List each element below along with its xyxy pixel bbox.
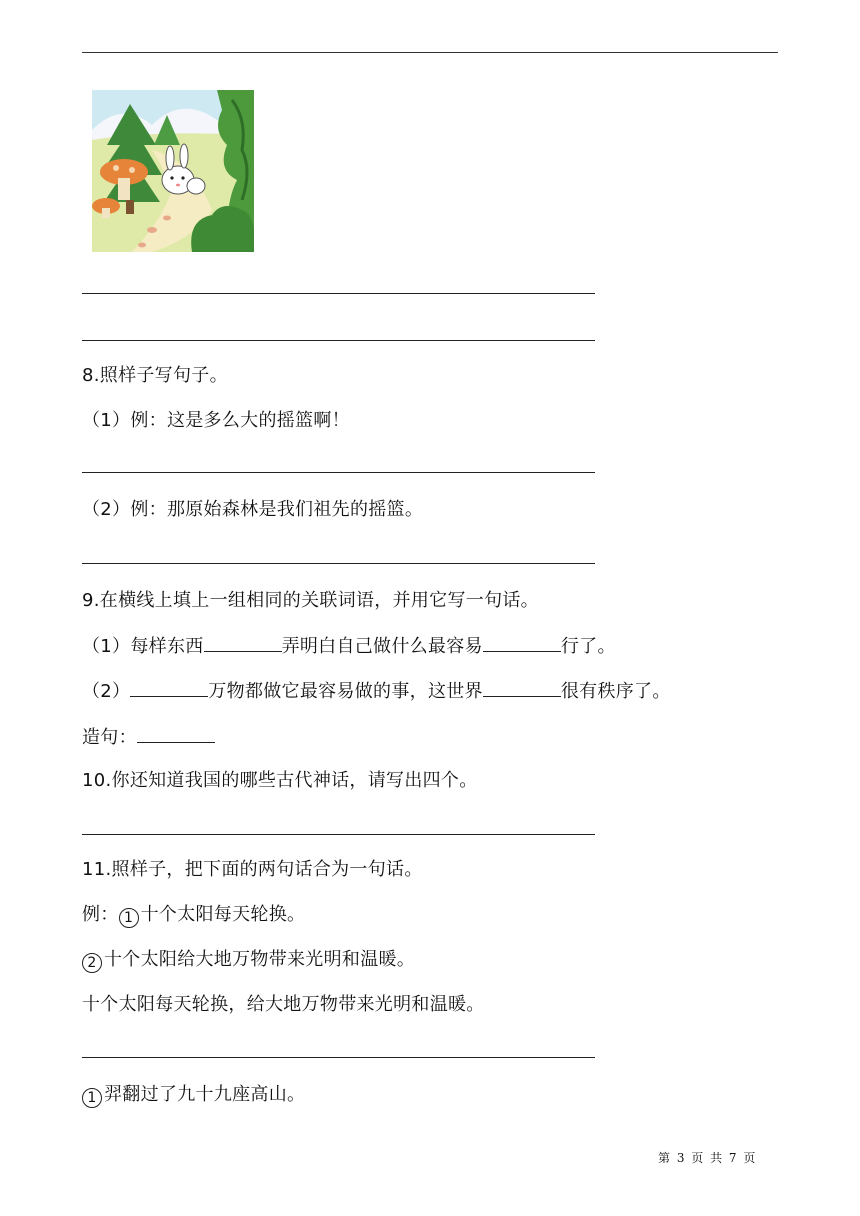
answer-line[interactable] [82, 834, 595, 835]
example-sentence-2 [82, 948, 415, 973]
question-9-item-2 [82, 678, 671, 704]
question-8-item-2: （2）例：那原始森林是我们祖先的摇篮。 [82, 499, 424, 520]
example-prefix: 例： [82, 904, 119, 925]
page-number: 第 3 页 共 7 页 [658, 1151, 756, 1165]
example-sentence-1 [82, 903, 305, 928]
fill-blank[interactable] [130, 678, 208, 697]
question-9-title: 9.在横线上填上一组相同的关联词语，并用它写一句话。 [82, 590, 539, 611]
item-text: 弄明白自己做什么最容易 [281, 636, 483, 657]
answer-line[interactable] [82, 472, 595, 473]
sentence-text: 羿翻过了九十九座高山。 [104, 1084, 306, 1105]
make-sentence [82, 724, 215, 750]
circled-number-2: 2 [82, 953, 102, 973]
item-text: （1）每样东西 [82, 636, 204, 657]
fill-blank[interactable] [137, 724, 215, 743]
item-text: （2） [82, 681, 131, 702]
forest-rabbit-illustration [92, 90, 254, 252]
sentence-text: 十个太阳给大地万物带来光明和温暖。 [104, 949, 416, 970]
item-text: 很有秩序了。 [560, 681, 671, 702]
example-combined: 十个太阳每天轮换，给大地万物带来光明和温暖。 [82, 994, 485, 1015]
header-rule [82, 52, 778, 53]
answer-line[interactable] [82, 563, 595, 564]
item-text: 行了。 [560, 636, 616, 657]
question-8-title: 8.照样子写句子。 [82, 365, 228, 386]
fill-blank[interactable] [204, 633, 282, 652]
question-8-item-1: （1）例：这是多么大的摇篮啊！ [82, 410, 350, 431]
answer-line[interactable] [82, 340, 595, 341]
question-10-title: 10.你还知道我国的哪些古代神话，请写出四个。 [82, 770, 478, 791]
task-sentence-1 [82, 1083, 305, 1108]
fill-blank[interactable] [483, 678, 561, 697]
answer-line[interactable] [82, 1057, 595, 1058]
question-11-title: 11.照样子，把下面的两句话合为一句话。 [82, 859, 423, 880]
item-text: 万物都做它最容易做的事，这世界 [208, 681, 483, 702]
make-sentence-label: 造句： [82, 727, 137, 748]
circled-number-1: 1 [119, 908, 139, 928]
question-9-item-1 [82, 633, 616, 659]
fill-blank[interactable] [483, 633, 561, 652]
circled-number-1: 1 [82, 1088, 102, 1108]
answer-line[interactable] [82, 293, 595, 294]
sentence-text: 十个太阳每天轮换。 [140, 904, 306, 925]
